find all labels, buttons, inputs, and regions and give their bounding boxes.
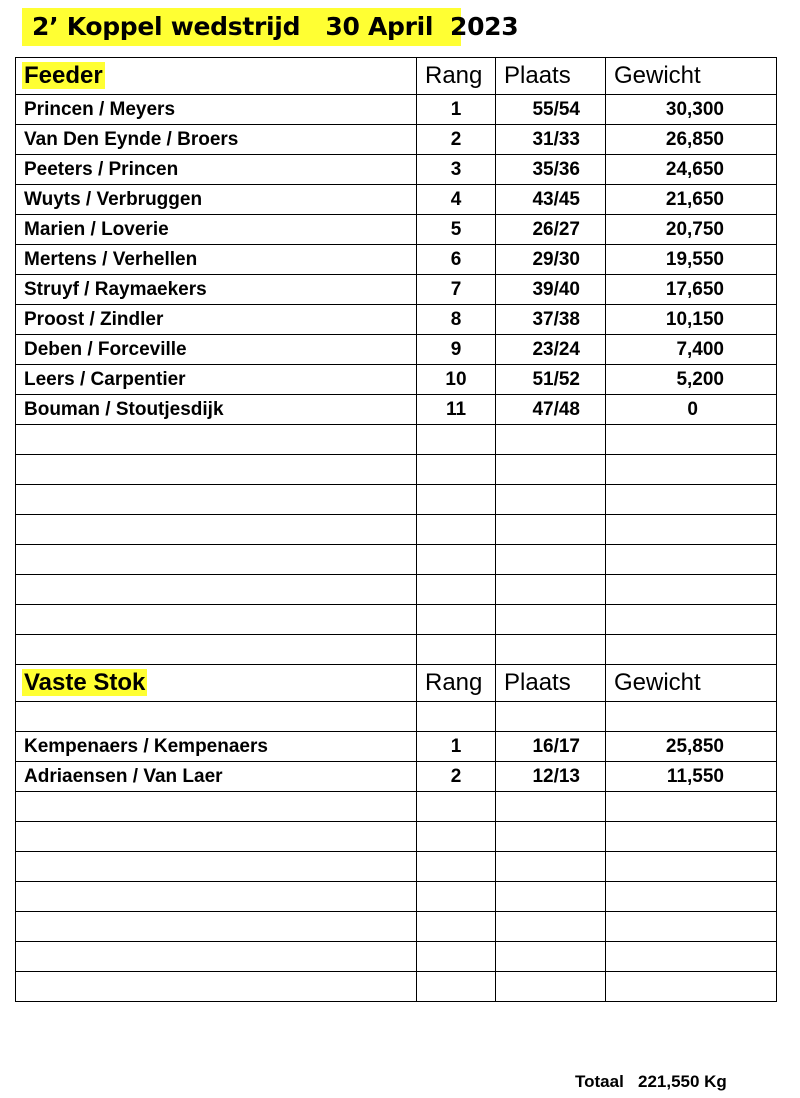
rang-cell: 3 (417, 155, 496, 185)
empty-row (16, 515, 777, 545)
rang-cell: 1 (417, 95, 496, 125)
table-row (16, 732, 777, 762)
gewicht-cell: 7,400 (606, 335, 777, 365)
table-row (16, 395, 777, 425)
feeder-section-title: Feeder (24, 62, 103, 89)
rang-cell: 4 (417, 185, 496, 215)
empty-row (16, 425, 777, 455)
team-name: Wuyts / Verbruggen (16, 185, 417, 215)
table-row (16, 245, 777, 275)
team-name: Deben / Forceville (16, 335, 417, 365)
rang-cell: 2 (417, 125, 496, 155)
rang-cell: 10 (417, 365, 496, 395)
totaal-value: 221,550 Kg (637, 1072, 727, 1091)
empty-row (16, 822, 777, 852)
table-row (16, 215, 777, 245)
empty-row (16, 882, 777, 912)
empty-row (16, 702, 777, 732)
page-title: 2’ Koppel wedstrijd 30 April 2023 (22, 8, 461, 46)
empty-row (16, 575, 777, 605)
plaats-cell: 43/45 (496, 185, 606, 215)
empty-row (16, 455, 777, 485)
plaats-cell: 23/24 (496, 335, 606, 365)
gewicht-cell: 20,750 (606, 215, 777, 245)
gewicht-cell: 24,650 (606, 155, 777, 185)
empty-row (16, 792, 777, 822)
vaste-stok-header-plaats: Plaats (496, 665, 606, 702)
empty-row (16, 545, 777, 575)
table-row (16, 95, 777, 125)
plaats-cell: 26/27 (496, 215, 606, 245)
plaats-cell: 12/13 (496, 762, 606, 792)
plaats-cell: 35/36 (496, 155, 606, 185)
gewicht-cell: 25,850 (606, 732, 777, 762)
team-name: Adriaensen / Van Laer (16, 762, 417, 792)
rang-cell: 7 (417, 275, 496, 305)
table-row (16, 155, 777, 185)
vaste-stok-section-title: Vaste Stok (24, 669, 146, 696)
plaats-cell: 29/30 (496, 245, 606, 275)
rang-cell: 2 (417, 762, 496, 792)
gewicht-cell: 21,650 (606, 185, 777, 215)
team-name: Proost / Zindler (16, 305, 417, 335)
rang-cell: 5 (417, 215, 496, 245)
gewicht-cell: 30,300 (606, 95, 777, 125)
team-name: Van Den Eynde / Broers (16, 125, 417, 155)
gewicht-cell: 10,150 (606, 305, 777, 335)
gewicht-cell: 26,850 (606, 125, 777, 155)
empty-row (16, 972, 777, 1002)
results-table (15, 57, 777, 1002)
team-name: Peeters / Princen (16, 155, 417, 185)
table-row (16, 305, 777, 335)
empty-row (16, 942, 777, 972)
gewicht-cell: 19,550 (606, 245, 777, 275)
empty-row (16, 485, 777, 515)
rang-cell: 8 (417, 305, 496, 335)
plaats-cell: 51/52 (496, 365, 606, 395)
gewicht-cell: 5,200 (606, 365, 777, 395)
empty-row (16, 605, 777, 635)
plaats-cell: 31/33 (496, 125, 606, 155)
gewicht-cell: 17,650 (606, 275, 777, 305)
rang-cell: 6 (417, 245, 496, 275)
team-name: Mertens / Verhellen (16, 245, 417, 275)
plaats-cell: 47/48 (496, 395, 606, 425)
table-row (16, 275, 777, 305)
plaats-cell: 39/40 (496, 275, 606, 305)
vaste-stok-header-rang: Rang (417, 665, 496, 702)
plaats-cell: 37/38 (496, 305, 606, 335)
team-name: Bouman / Stoutjesdijk (16, 395, 417, 425)
totaal-label: Totaal (575, 1072, 624, 1091)
plaats-cell: 55/54 (496, 95, 606, 125)
gewicht-cell: 0 (606, 395, 777, 425)
table-row (16, 335, 777, 365)
team-name: Marien / Loverie (16, 215, 417, 245)
totaal-line (575, 1072, 727, 1092)
table-row (16, 365, 777, 395)
table-row (16, 762, 777, 792)
team-name: Struyf / Raymaekers (16, 275, 417, 305)
team-name: Princen / Meyers (16, 95, 417, 125)
vaste-stok-header-row (16, 665, 777, 702)
feeder-header-row (16, 58, 777, 95)
plaats-cell: 16/17 (496, 732, 606, 762)
empty-row (16, 912, 777, 942)
table-row (16, 185, 777, 215)
empty-row (16, 852, 777, 882)
rang-cell: 9 (417, 335, 496, 365)
rang-cell: 1 (417, 732, 496, 762)
vaste-stok-header-gewicht: Gewicht (606, 665, 777, 702)
rang-cell: 11 (417, 395, 496, 425)
gewicht-cell: 11,550 (606, 762, 777, 792)
table-row (16, 125, 777, 155)
team-name: Kempenaers / Kempenaers (16, 732, 417, 762)
feeder-header-gewicht: Gewicht (606, 58, 777, 95)
feeder-header-plaats: Plaats (496, 58, 606, 95)
feeder-header-rang: Rang (417, 58, 496, 95)
team-name: Leers / Carpentier (16, 365, 417, 395)
empty-row (16, 635, 777, 665)
